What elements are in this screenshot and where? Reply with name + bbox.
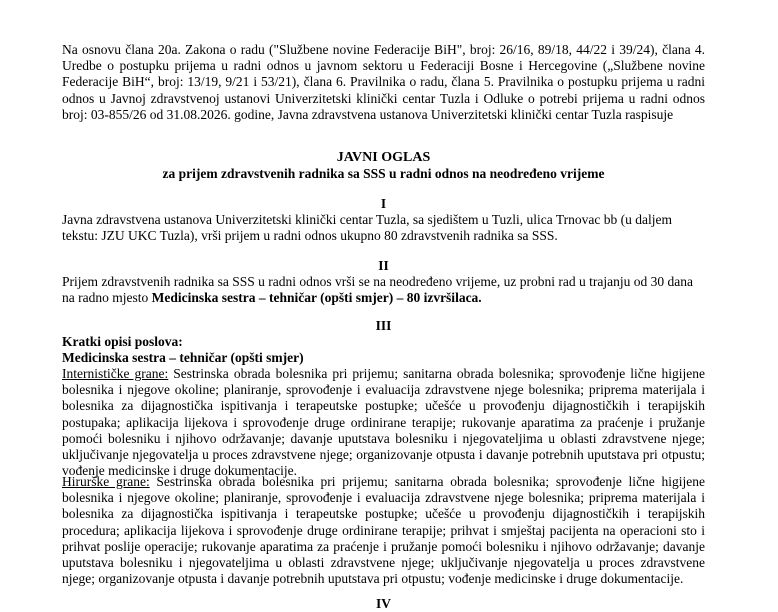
internal-branches-label: Internističke grane: bbox=[62, 366, 169, 381]
job-descriptions-label: Kratki opisi poslova: bbox=[62, 334, 183, 349]
section-heading-i: I bbox=[380, 196, 387, 211]
section-heading-iv: IV bbox=[375, 596, 391, 611]
section-heading-ii: II bbox=[378, 258, 389, 273]
section-heading-iii: III bbox=[375, 318, 392, 333]
internal-branches-text: Sestrinska obrada bolesnika pri prijemu; sanitarna obrada bolesnika; sprovođenje lične higijene bolesnika i njegove okoline; planiranje, sprovođenje i evaluacija zdravstvene njege bolesnika; priprema materijala i bolesnika za dijagnostička ispitivanja i terapeutske postupke; učešće u provođenju dijagnostičkih i terapijskih postupaka; aplikacija lijekova i sprovođenje druge ordinirane terapije; rukovanje aparatima za praćenje i pružanje pomoći bolesniku i njihovo održavanje; davanje uputstava bolesniku i njegovateljima u oblasti zdravstvene njege; uključivanje njegovatelja u proces zdravstvene njege; organizovanje otpusta i davanje potrebnih uputstava pri otpustu; vođenje medicinske i druge dokumentacije. bbox=[62, 366, 705, 479]
surgical-branches-paragraph bbox=[62, 474, 705, 587]
document-title: JAVNI OGLAS bbox=[336, 150, 431, 165]
intro-paragraph: Na osnovu člana 20a. Zakona o radu ("Službene novine Federacije BiH", broj: 26/16, 89/18, 44/22 i 39/24), člana 4. Uredbe o postupku prijema u radni odnos u javnom sektoru u Federaciji Bosne i Hercegovine („Službene novine Federacije BiH“, broj: 13/19, 9/21 i 53/21), člana 6. Pravilnika o radu, člana 5. Pravilnika o postupku prijema u radni odnos u Javnoj zdravstvenoj ustanovi Univerzitetski klinički centar Tuzla i Odluke o potrebi prijema u radni odnos broj: 03-855/26 od 31.08.2026. godine, Javna zdravstvena ustanova Univerzitetski klinički centar Tuzla raspisuje bbox=[62, 42, 705, 122]
section-ii-plain: Prijem zdravstvenih radnika sa SSS u radni odnos vrši se na neodređeno vrijeme, uz probni rad u trajanju od 30 dana na radno mjesto bbox=[62, 274, 693, 306]
surgical-branches-label: Hirurške grane: bbox=[62, 474, 150, 489]
document-subtitle: za prijem zdravstvenih radnika sa SSS u radni odnos na neodređeno vrijeme bbox=[162, 166, 605, 181]
position-title: Medicinska sestra – tehničar (opšti smjer) bbox=[62, 350, 304, 365]
section-i-text: Javna zdravstvena ustanova Univerzitetski klinički centar Tuzla, sa sjedištem u Tuzli, ulica Trnovac bb (u daljem tekstu: JZU UKC Tuzla), vrši prijem u radni odnos ukupno 80 zdravstvenih radnika sa SSS. bbox=[62, 212, 673, 244]
internal-branches-paragraph bbox=[62, 366, 705, 479]
section-ii-text bbox=[62, 274, 705, 306]
surgical-branches-text: Sestrinska obrada bolesnika pri prijemu; sanitarna obrada bolesnika; sprovođenje lične higijene bolesnika i njegove okoline; planiranje, sprovođenje i evaluacija zdravstvene njege bolesnika; priprema materijala i bolesnika za dijagnostička ispitivanja i terapeutske postupke; učešće u provođenju dijagnostičkih i terapijskih procedura; aplikacija lijekova i sprovođenje druge ordinirane terapije; prihvat i smještaj pacijenta na operacioni sto i prihvat poslije operacije; rukovanje aparatima za praćenje i pružanje pomoći bolesniku i njihovo održavanje; davanje uputstava bolesniku i njegovateljima u oblasti zdravstvene njege; uključivanje njegovatelja u proces zdravstvene njege; organizovanje otpusta i davanje potrebnih uputstava pri otpustu; vođenje medicinske i druge dokumentacije. bbox=[62, 474, 706, 587]
section-ii-position: Medicinska sestra – tehničar (opšti smjer) – 80 izvršilaca. bbox=[151, 290, 482, 306]
